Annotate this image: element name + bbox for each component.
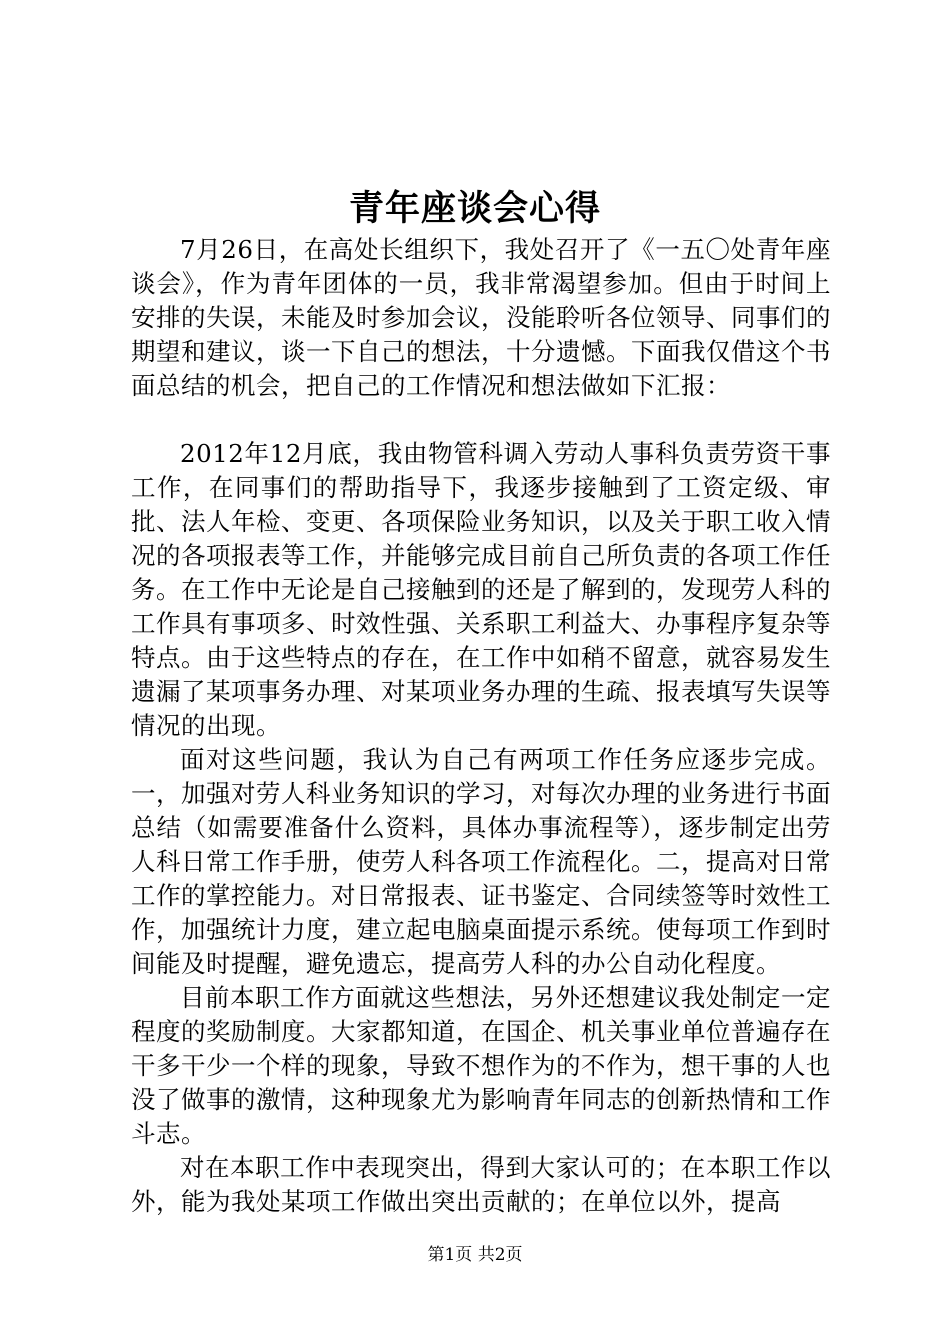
- paragraph-work-background: 2012年12月底，我由物管科调入劳动人事科负责劳资干事工作，在同事们的帮助指导下，我逐步接触到了工资定级、审批、法人年检、变更、各项保险业务知识，以及关于职工收入情况的各项报表等工作，并能够完成目前自己所负责的各项工作任务。在工作中无论是自己接触到的还是了解到的，发现劳人科的工作具有事项多、时效性强、关系职工利益大、办事程序复杂等特点。由于这些特点的存在，在工作中如稍不留意，就容易发生遗漏了某项事务办理、对某项业务办理的生疏、报表填写失误等情况的出现。: [131, 439, 831, 740]
- page-number-footer: 第1页 共2页: [427, 1245, 523, 1265]
- paragraph-intro: 7月26日，在高处长组织下，我处召开了《一五〇处青年座谈会》，作为青年团体的一员，我非常渴望参加。但由于时间上安排的失误，未能及时参加会议，没能聆听各位领导、同事们的期望和建议，谈一下自己的想法，十分遗憾。下面我仅借这个书面总结的机会，把自己的工作情况和想法做如下汇报：: [131, 235, 831, 400]
- document-title: 青年座谈会心得: [348, 188, 601, 229]
- paragraph-tasks: 面对这些问题，我认为自己有两项工作任务应逐步完成。一，加强对劳人科业务知识的学习，对每次办理的业务进行书面总结（如需要准备什么资料，具体办事流程等），逐步制定出劳人科日常工作手册，使劳人科各项工作流程化。二，提高对日常工作的掌控能力。对日常报表、证书鉴定、合同续签等时效性工作，加强统计力度，建立起电脑桌面提示系统。使每项工作到时间能及时提醒，避免遗忘，提高劳人科的办公自动化程度。: [131, 745, 831, 978]
- paragraph-reward-criteria: 对在本职工作中表现突出，得到大家认可的；在本职工作以外，能为我处某项工作做出突出贡献的；在单位以外，提高: [131, 1153, 831, 1216]
- document-body: [131, 233, 831, 1219]
- paragraph-suggestion: 目前本职工作方面就这些想法，另外还想建议我处制定一定程度的奖励制度。大家都知道，在国企、机关事业单位普遍存在干多干少一个样的现象，导致不想作为的不作为，想干事的人也没了做事的激情，这种现象尤为影响青年同志的创新热情和工作斗志。: [131, 983, 831, 1148]
